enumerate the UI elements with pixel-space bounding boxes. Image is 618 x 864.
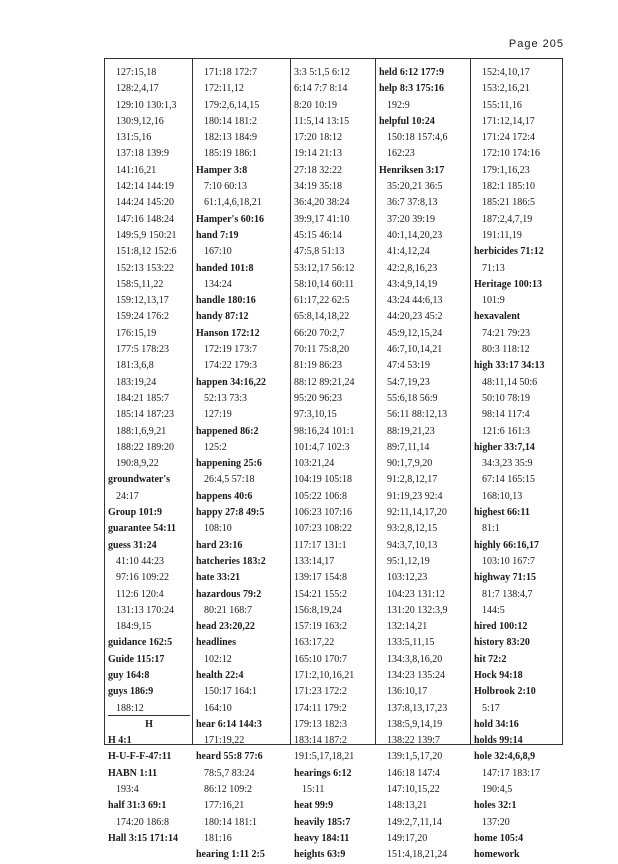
index-entry-refs: 182:1 185:10 [482, 181, 536, 193]
index-entry-refs: 177:5 178:23 [116, 344, 170, 356]
index-entry-refs: 159:12,13,17 [116, 295, 169, 307]
index-entry-refs: 165:10 170:7 [294, 653, 348, 665]
index-entry-term: H-U-F-F-47:11 [108, 751, 172, 763]
index-entry-refs: 180:14 181:2 [204, 115, 258, 127]
index-entry-refs: 58:10,14 60:11 [294, 278, 355, 290]
index-entry-term: high 33:17 34:13 [474, 360, 545, 372]
index-entry-refs: 101:4,7 102:3 [294, 441, 350, 453]
index-entry-refs: 103:12,23 [387, 572, 428, 584]
index-entry-refs: 139:1,5,17,20 [387, 751, 443, 763]
index-entry-refs: 34:19 35:18 [294, 181, 343, 193]
index-entry-term: happens 40:6 [196, 490, 253, 502]
index-entry-refs: 137:8,13,17,23 [387, 702, 448, 714]
index-entry-refs: 147:17 183:17 [482, 767, 541, 779]
index-entry-refs: 157:19 163:2 [294, 621, 348, 633]
index-column-4 [376, 59, 471, 861]
index-entry-term: Hock 94:18 [474, 669, 523, 681]
index-entry-refs: 131:5,16 [116, 132, 152, 144]
index-entry-term: hired 100:12 [474, 621, 528, 633]
index-entry-refs: 152:13 153:22 [116, 262, 175, 274]
index-entry-refs: 47:5,8 51:13 [294, 246, 345, 258]
index-entry-term: happening 25:6 [196, 458, 262, 470]
index-entry-refs: 156:8,19,24 [294, 604, 342, 616]
index-entry-refs: 103:10 167:7 [482, 555, 536, 567]
index-entry-refs: 97:16 109:22 [116, 572, 170, 584]
index-entry-refs: 176:15,19 [116, 327, 157, 339]
index-entry-refs: 19:14 21:13 [294, 148, 343, 160]
index-entry-refs: 104:23 131:12 [387, 588, 446, 600]
index-entry-refs: 171:23 172:2 [294, 686, 348, 698]
index-entry-refs: 144:5 [482, 604, 505, 616]
index-entry-refs: 17:20 18:12 [294, 132, 343, 144]
index-entry-term: HABN 1:11 [108, 767, 158, 779]
index-entry-refs: 137:18 139:9 [116, 148, 170, 160]
index-entry-term: hatcheries 183:2 [196, 555, 266, 567]
index-entry-refs: 171:19,22 [204, 735, 245, 747]
index-entry-refs: 174:11 179:2 [294, 702, 347, 714]
index-entry-term: guy 164:8 [108, 669, 150, 681]
index-entry-refs: 52:13 73:3 [204, 392, 248, 404]
index-entry-refs: 95:20 96:23 [294, 392, 343, 404]
index-entry-term: hexavalent [474, 311, 521, 323]
index-entry-refs: 117:17 131:1 [294, 539, 347, 551]
index-entry-refs: 93:2,8,12,15 [387, 523, 438, 535]
index-entry-refs: 37:20 39:19 [387, 213, 436, 225]
index-entry-refs: 182:13 184:9 [204, 132, 258, 144]
index-entry-refs: 174:22 179:3 [204, 360, 258, 372]
index-entry-refs: 133:14,17 [294, 555, 335, 567]
index-entry-refs: 45:9,12,15,24 [387, 327, 443, 339]
index-entry-refs: 3:3 5:1,5 6:12 [294, 67, 350, 78]
index-entry-refs: 112:6 120:4 [116, 588, 164, 600]
index-entry-refs: 190:4,5 [482, 784, 513, 796]
index-entry-refs: 172:11,12 [204, 83, 244, 95]
index-entry-refs: 183:14 187:2 [294, 735, 348, 747]
index-entry-refs: 86:12 109:2 [204, 784, 253, 796]
index-entry-refs: 172:19 173:7 [204, 344, 258, 356]
index-entry-term: Heritage 100:13 [474, 278, 543, 290]
index-entry-refs: 24:17 [116, 490, 139, 502]
index-entry-refs: 151:4,18,21,24 [387, 849, 448, 861]
index-entry-refs: 66:20 70:2,7 [294, 327, 345, 339]
index-entry-refs: 107:23 108:22 [294, 523, 353, 535]
index-entry-term: half 31:3 69:1 [108, 800, 167, 812]
index-entry-refs: 8:20 10:19 [294, 99, 338, 111]
index-entry-refs: 183:19,24 [116, 376, 157, 388]
index-entry-refs: 91:2,8,12,17 [387, 474, 438, 486]
index-entry-refs: 136:10,17 [387, 686, 428, 698]
index-entry-term: Hamper 3:8 [196, 164, 248, 176]
index-entry-refs: 26:4,5 57:18 [204, 474, 255, 486]
index-entry-refs: 36:7 37:8,13 [387, 197, 438, 209]
index-entry-refs: 90:1,7,9,20 [387, 458, 433, 470]
index-entry-term: hear 6:14 144:3 [196, 718, 262, 730]
index-entry-refs: 149:17,20 [387, 832, 428, 844]
index-entry-refs: 91:19,23 92:4 [387, 490, 443, 502]
index-entry-refs: 150:17 164:1 [204, 686, 258, 698]
index-column-2 [193, 59, 291, 861]
index-entry-refs: 5:17 [482, 702, 500, 714]
index-entry-refs: 179:13 182:3 [294, 718, 348, 730]
index-entry-term: highly 66:16,17 [474, 539, 540, 551]
index-entry-term: happy 27:8 49:5 [196, 507, 265, 519]
index-entry-term: hold 34:16 [474, 718, 519, 730]
index-entry-refs: 180:14 181:1 [204, 816, 258, 828]
index-entry-term: happened 86:2 [196, 425, 259, 437]
index-entry-refs: 131:20 132:3,9 [387, 604, 448, 616]
index-entry-refs: 171:12,14,17 [482, 115, 535, 127]
index-entry-refs: 106:23 107:16 [294, 507, 353, 519]
index-entry-refs: 179:2,6,14,15 [204, 99, 260, 111]
index-entry-term: held 6:12 177:9 [379, 67, 444, 78]
page-number: Page 205 [508, 38, 564, 50]
index-entry-refs: 158:5,11,22 [116, 278, 164, 290]
index-entry-refs: 45:15 46:14 [294, 229, 343, 241]
index-entry-refs: 81:7 138:4,7 [482, 588, 533, 600]
index-entry-refs: 53:12,17 56:12 [294, 262, 355, 274]
index-entry-refs: 167:10 [204, 246, 232, 258]
index-entry-term: hit 72:2 [474, 653, 507, 665]
index-entry-refs: 54:7,19,23 [387, 376, 430, 388]
index-entry-refs: 47:4 53:19 [387, 360, 431, 372]
index-entry-refs: 147:16 148:24 [116, 213, 175, 225]
index-entry-refs: 48:11,14 50:6 [482, 376, 538, 388]
index-entry-refs: 41:4,12,24 [387, 246, 430, 258]
index-entry-refs: 138:5,9,14,19 [387, 718, 443, 730]
index-entry-refs: 188:12 [116, 702, 144, 714]
index-entry-refs: 40:1,14,20,23 [387, 229, 443, 241]
index-entry-term: history 83:20 [474, 637, 530, 649]
index-entry-refs: 81:19 86:23 [294, 360, 343, 372]
index-entry-term: heavily 185:7 [294, 816, 351, 828]
index-entry-term: heights 63:9 [294, 849, 346, 861]
index-entry-term: handle 180:16 [196, 295, 256, 307]
index-entry-refs: 159:24 176:2 [116, 311, 170, 323]
index-entry-term: hearing 1:11 2:5 [196, 849, 265, 861]
index-entry-refs: 6:14 7:7 8:14 [294, 83, 348, 95]
index-entry-refs: 34:3,23 35:9 [482, 458, 533, 470]
index-entry-refs: 148:13,21 [387, 800, 428, 812]
index-entry-refs: 134:3,8,16,20 [387, 653, 443, 665]
index-entry-term: Hanson 172:12 [196, 327, 260, 339]
index-entry-term: helpful 10:24 [379, 115, 435, 127]
index-entry-term: hate 33:21 [196, 572, 241, 584]
index-entry-refs: 43:4,9,14,19 [387, 278, 438, 290]
index-entry-term: Hamper's 60:16 [196, 213, 265, 225]
index-entry-refs: 185:14 187:23 [116, 409, 175, 421]
index-entry-term: handed 101:8 [196, 262, 254, 274]
index-entry-term: guys 186:9 [108, 686, 154, 698]
index-entry-term: headlines [196, 637, 237, 649]
index-entry-refs: 171:18 172:7 [204, 67, 258, 78]
index-entry-term: guarantee 54:11 [108, 523, 177, 535]
word-index-table [104, 58, 563, 861]
index-entry-refs: 39:9,17 41:10 [294, 213, 350, 225]
index-entry-refs: 192:9 [387, 99, 410, 111]
index-entry-refs: 162:23 [387, 148, 415, 160]
index-entry-refs: 127:15,18 [116, 67, 157, 78]
index-entry-term: handy 87:12 [196, 311, 249, 323]
index-entry-refs: 43:24 44:6,13 [387, 295, 443, 307]
index-entry-term: head 23:20,22 [196, 621, 255, 633]
index-entry-term: groundwater's [108, 474, 171, 486]
index-entry-term: Holbrook 2:10 [474, 686, 536, 698]
index-entry-term: guess 31:24 [108, 539, 157, 551]
index-entry-refs: 95:1,12,19 [387, 555, 430, 567]
index-entry-refs: 191:11,19 [482, 229, 522, 241]
index-entry-refs: 193:4 [116, 784, 139, 796]
index-entry-term: herbicides 71:12 [474, 246, 544, 258]
index-entry-refs: 154:21 155:2 [294, 588, 348, 600]
index-entry-refs: 98:16,24 101:1 [294, 425, 355, 437]
index-entry-refs: 184:21 185:7 [116, 392, 170, 404]
index-entry-refs: 44:20,23 45:2 [387, 311, 443, 323]
index-entry-refs: 81:1 [482, 523, 500, 535]
index-entry-refs: 191:5,17,18,21 [294, 751, 355, 763]
index-entry-refs: 35:20,21 36:5 [387, 181, 443, 193]
index-entry-refs: 153:2,16,21 [482, 83, 530, 95]
index-entry-term: Henriksen 3:17 [379, 164, 445, 176]
index-entry-refs: 56:11 88:12,13 [387, 409, 448, 421]
index-entry-refs: 42:2,8,16,23 [387, 262, 438, 274]
index-entry-refs: 181:3,6,8 [116, 360, 154, 372]
index-column-5 [471, 59, 563, 861]
index-entry-refs: 138:22 139:7 [387, 735, 441, 747]
index-entry-term: home 105:4 [474, 832, 524, 844]
index-entry-refs: 15:11 [302, 784, 325, 796]
index-entry-refs: 98:14 117:4 [482, 409, 530, 421]
index-entry-refs: 67:14 165:15 [482, 474, 536, 486]
index-entry-refs: 94:3,7,10,13 [387, 539, 438, 551]
index-entry-refs: 190:8,9,22 [116, 458, 159, 470]
index-entry-refs: 78:5,7 83:24 [204, 767, 255, 779]
index-entry-refs: 168:10,13 [482, 490, 523, 502]
index-entry-term: homework [474, 849, 520, 861]
index-entry-refs: 131:13 170:24 [116, 604, 175, 616]
index-entry-term: health 22:4 [196, 669, 244, 681]
index-entry-refs: 7:10 60:13 [204, 181, 248, 193]
index-entry-refs: 88:19,21,23 [387, 425, 435, 437]
index-entry-refs: 144:24 145:20 [116, 197, 175, 209]
index-entry-term: higher 33:7,14 [474, 441, 535, 453]
index-entry-refs: 188:1,6,9,21 [116, 425, 167, 437]
index-entry-term: guidance 162:5 [108, 637, 173, 649]
index-entry-refs: 149:5,9 150:21 [116, 229, 177, 241]
index-entry-refs: 61:17,22 62:5 [294, 295, 350, 307]
index-entry-refs: 185:19 186:1 [204, 148, 258, 160]
index-entry-refs: 103:21,24 [294, 458, 335, 470]
index-entry-refs: 108:10 [204, 523, 232, 535]
index-entry-refs: 137:20 [482, 816, 510, 828]
index-entry-term: hand 7:19 [196, 229, 239, 241]
index-entry-refs: 174:20 186:8 [116, 816, 170, 828]
index-entry-refs: 70:11 75:8,20 [294, 344, 350, 356]
index-entry-term: hearings 6:12 [294, 767, 352, 779]
index-entry-refs: 151:8,12 152:6 [116, 246, 177, 258]
index-entry-term: holes 32:1 [474, 800, 517, 812]
index-entry-refs: 46:7,10,14,21 [387, 344, 443, 356]
index-entry-refs: 184:9,15 [116, 621, 152, 633]
index-entry-refs: 147:10,15,22 [387, 784, 440, 796]
index-entry-refs: 11:5,14 13:15 [294, 115, 350, 127]
index-entry-refs: 177:16,21 [204, 800, 245, 812]
index-entry-refs: 141:16,21 [116, 164, 157, 176]
index-entry-refs: 80:21 168:7 [204, 604, 253, 616]
index-entry-refs: 104:19 105:18 [294, 474, 353, 486]
index-entry-refs: 164:10 [204, 702, 232, 714]
index-entry-term: highest 66:11 [474, 507, 530, 519]
index-entry-refs: 134:24 [204, 278, 232, 290]
index-entry-term: hard 23:16 [196, 539, 243, 551]
index-entry-refs: 127:19 [204, 409, 232, 421]
index-entry-refs: 152:4,10,17 [482, 67, 530, 78]
index-column-3 [291, 59, 376, 861]
index-entry-refs: 105:22 106:8 [294, 490, 348, 502]
section-letter: H [108, 717, 190, 733]
index-entry-term: Group 101:9 [108, 507, 162, 519]
index-entry-refs: 125:2 [204, 441, 227, 453]
index-entry-refs: 89:7,11,14 [387, 441, 430, 453]
index-entry-term: happen 34:16,22 [196, 376, 267, 388]
index-entry-term: help 8:3 175:16 [379, 83, 444, 95]
index-entry-refs: 181:16 [204, 832, 232, 844]
index-entry-refs: 139:17 154:8 [294, 572, 348, 584]
index-entry-term: hazardous 79:2 [196, 588, 262, 600]
index-entry-refs: 88:12 89:21,24 [294, 376, 355, 388]
index-entry-refs: 92:11,14,17,20 [387, 507, 447, 519]
index-entry-refs: 188:22 189:20 [116, 441, 175, 453]
index-entry-refs: 132:14,21 [387, 621, 428, 633]
index-entry-refs: 129:10 130:1,3 [116, 99, 177, 111]
index-entry-refs: 80:3 118:12 [482, 344, 530, 356]
index-entry-refs: 41:10 44:23 [116, 555, 165, 567]
index-entry-refs: 101:9 [482, 295, 505, 307]
index-entry-refs: 163:17,22 [294, 637, 335, 649]
index-entry-term: heavy 184:11 [294, 832, 350, 844]
index-entry-term: heat 99:9 [294, 800, 334, 812]
index-entry-term: Hall 3:15 171:14 [108, 832, 178, 844]
index-entry-refs: 102:12 [204, 653, 232, 665]
index-entry-refs: 61:1,4,6,18,21 [204, 197, 262, 209]
index-entry-refs: 71:13 [482, 262, 505, 274]
index-entry-refs: 36:4,20 38:24 [294, 197, 350, 209]
index-entry-refs: 142:14 144:19 [116, 181, 175, 193]
index-entry-refs: 149:2,7,11,14 [387, 816, 442, 828]
index-entry-term: heard 55:8 77:6 [196, 751, 263, 763]
index-entry-refs: 155:11,16 [482, 99, 522, 111]
index-entry-refs: 128:2,4,17 [116, 83, 159, 95]
index-entry-refs: 150:18 157:4,6 [387, 132, 448, 144]
index-entry-term: Guide 115:17 [108, 653, 165, 665]
index-entry-refs: 27:18 32:22 [294, 164, 343, 176]
index-entry-refs: 65:8,14,18,22 [294, 311, 350, 323]
index-entry-refs: 134:23 135:24 [387, 669, 446, 681]
index-entry-refs: 121:6 161:3 [482, 425, 531, 437]
index-entry-refs: 172:10 174:16 [482, 148, 541, 160]
index-entry-refs: 185:21 186:5 [482, 197, 536, 209]
index-entry-refs: 50:10 78:19 [482, 392, 531, 404]
index-entry-refs: 74:21 79:23 [482, 327, 531, 339]
index-entry-term: hole 32:4,6,8,9 [474, 751, 536, 763]
index-entry-refs: 130:9,12,16 [116, 115, 164, 127]
index-entry-refs: 187:2,4,7,19 [482, 213, 533, 225]
index-entry-term: H 4:1 [108, 735, 132, 747]
index-entry-refs: 171:2,10,16,21 [294, 669, 355, 681]
index-entry-refs: 146:18 147:4 [387, 767, 441, 779]
index-entry-term: highway 71:15 [474, 572, 536, 584]
index-entry-refs: 133:5,11,15 [387, 637, 435, 649]
index-column-1 [105, 59, 193, 844]
index-entry-refs: 97:3,10,15 [294, 409, 337, 421]
index-entry-refs: 179:1,16,23 [482, 164, 530, 176]
index-entry-refs: 171:24 172:4 [482, 132, 536, 144]
index-entry-refs: 55:6,18 56:9 [387, 392, 438, 404]
index-entry-term: holds 99:14 [474, 735, 523, 747]
